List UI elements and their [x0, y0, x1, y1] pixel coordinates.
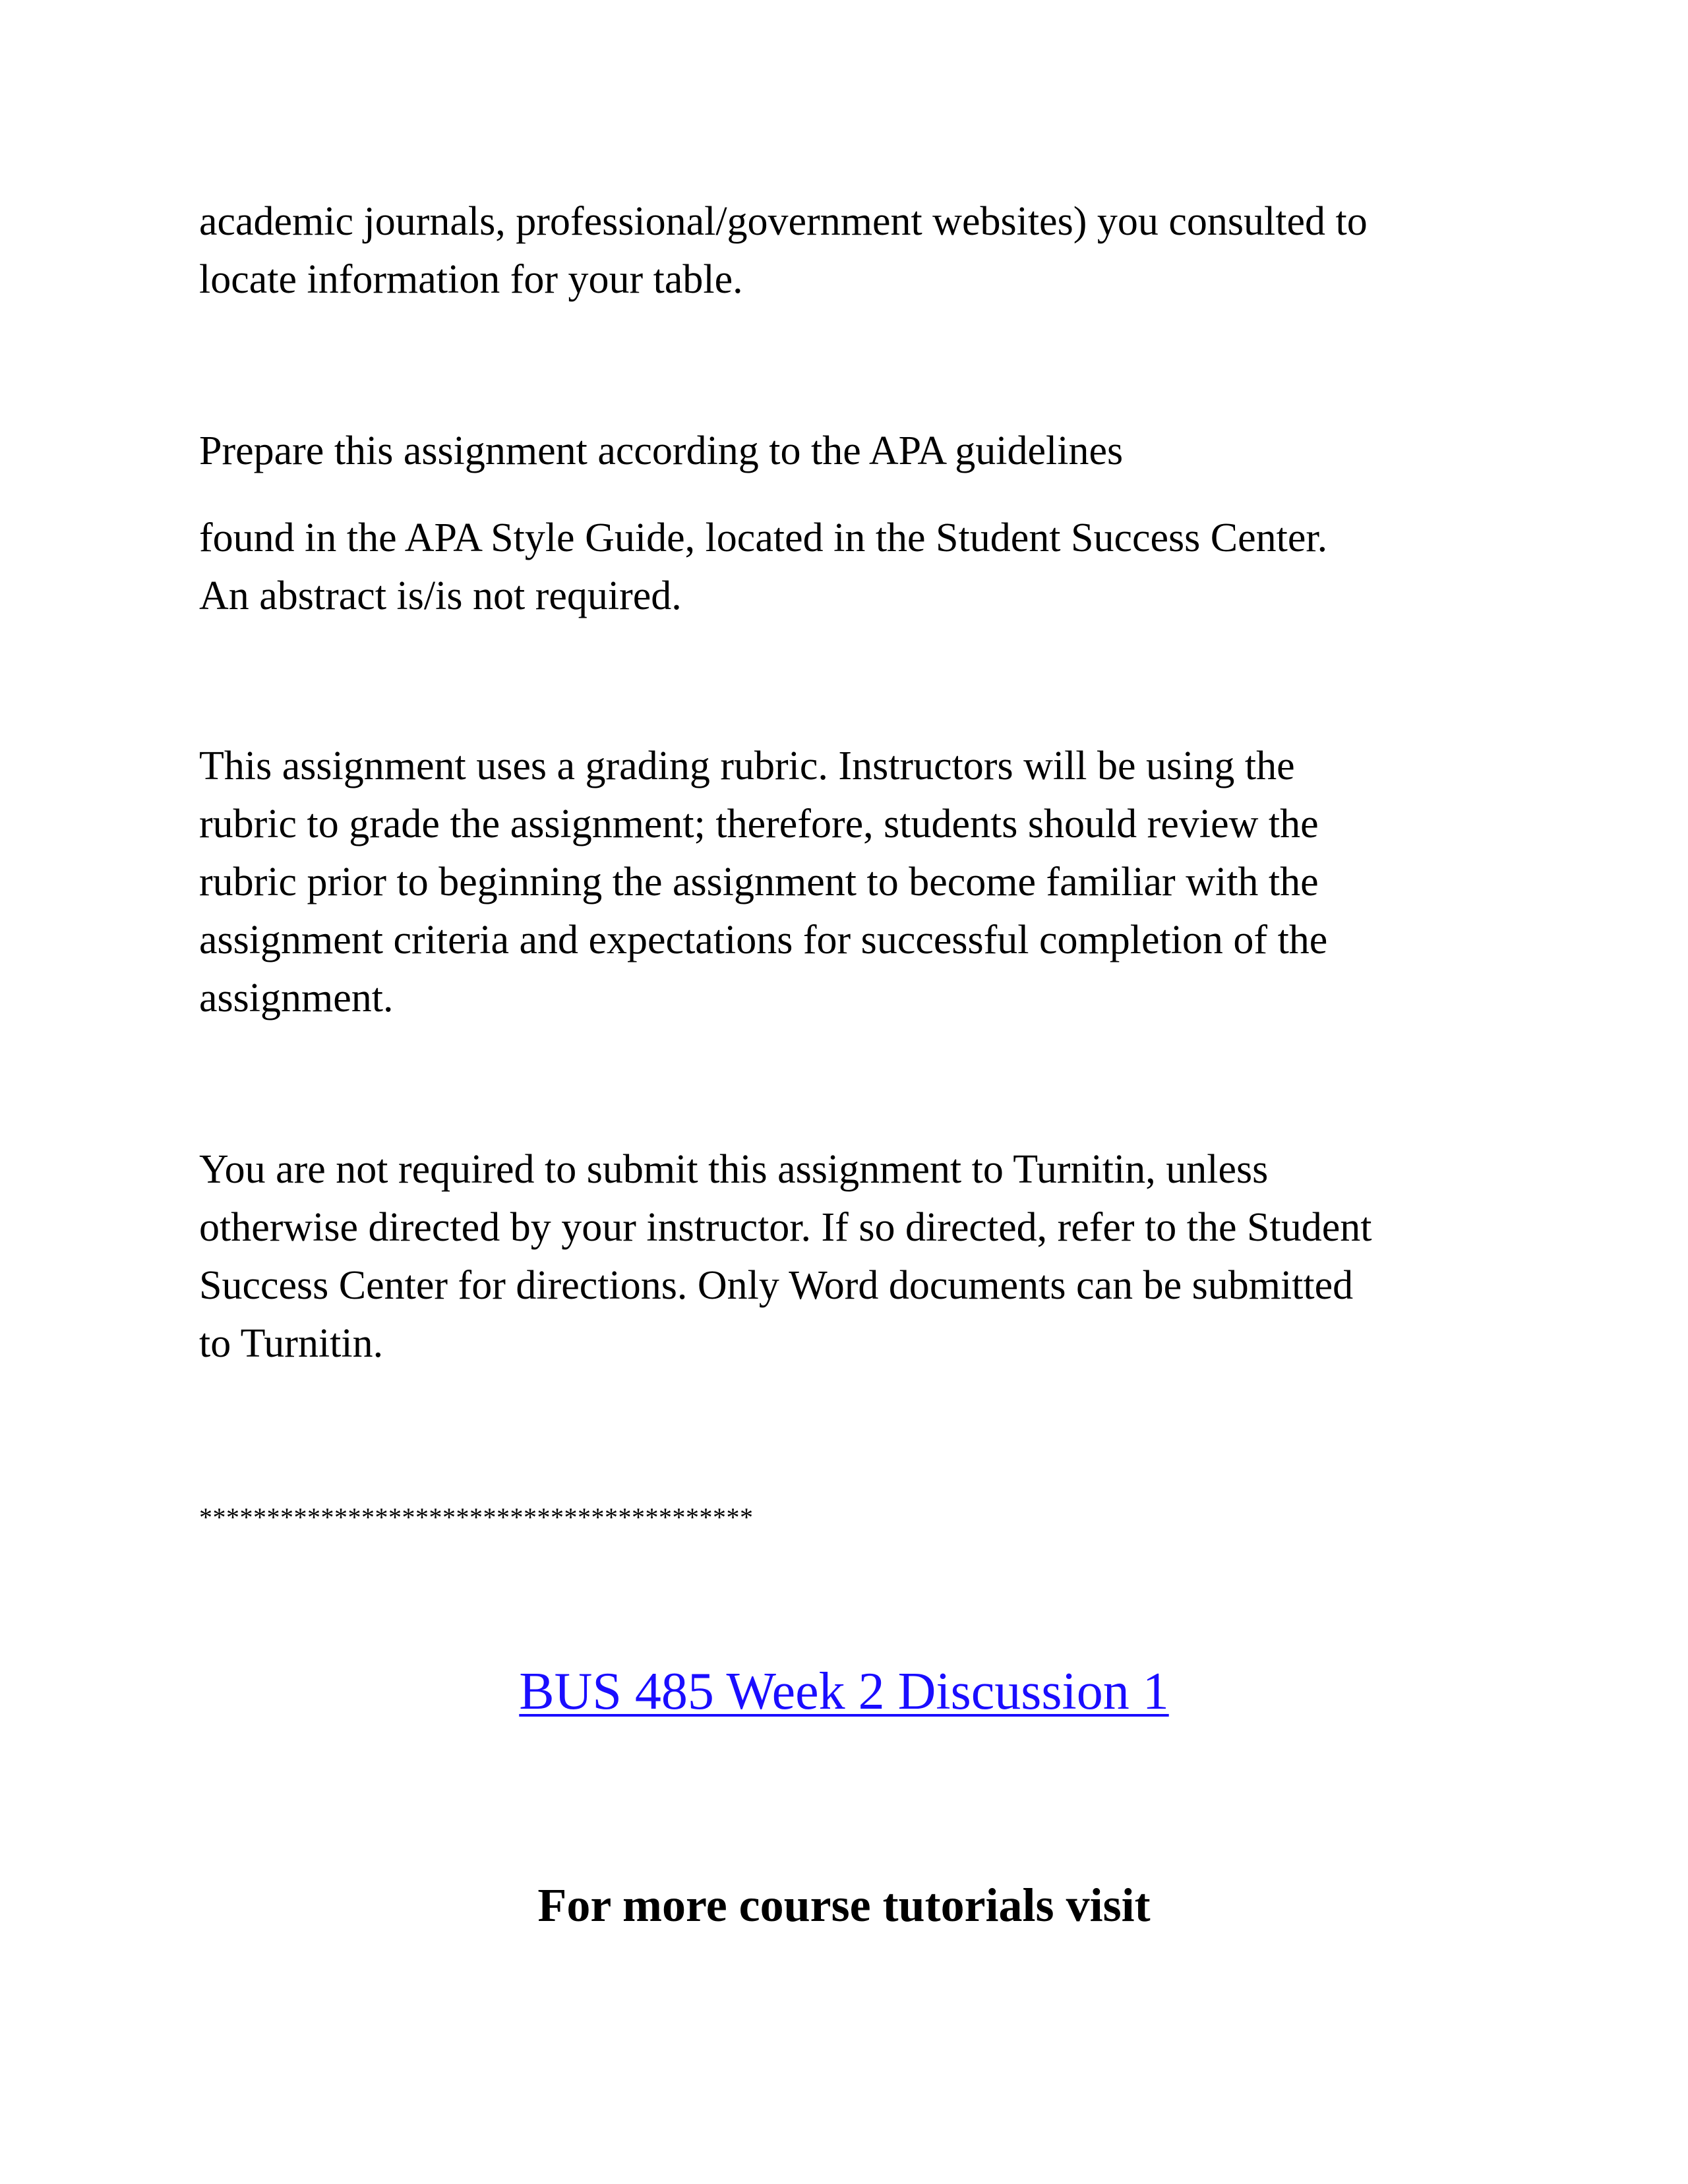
- discussion-link[interactable]: BUS 485 Week 2 Discussion 1: [519, 1663, 1169, 1721]
- paragraph-grading-rubric: [199, 737, 1518, 1027]
- discussion-heading: [0, 1659, 1688, 1725]
- tutorials-visit-heading: For more course tutorials visit: [537, 1879, 1151, 1932]
- asterisk-separator: *****************************************: [199, 1502, 754, 1532]
- paragraph-line: rubric to grade the assignment; therefore, students should review the: [199, 802, 1319, 846]
- paragraph-line: otherwise directed by your instructor. If so directed, refer to the Student: [199, 1205, 1372, 1250]
- paragraph-line: academic journals, professional/government websites) you consulted to: [199, 199, 1368, 244]
- paragraph-line: locate information for your table.: [199, 257, 743, 302]
- paragraph-line: An abstract is/is not required.: [199, 574, 682, 618]
- paragraph-line: Success Center for directions. Only Word documents can be submitted: [199, 1263, 1354, 1308]
- paragraph-line: This assignment uses a grading rubric. Instructors will be using the: [199, 744, 1295, 788]
- paragraph-apa-guidelines: [199, 422, 1518, 480]
- paragraph-line: to Turnitin.: [199, 1321, 384, 1366]
- paragraph-line: rubric prior to beginning the assignment to become familiar with the: [199, 860, 1319, 904]
- paragraph-line: found in the APA Style Guide, located in the Student Success Center.: [199, 516, 1328, 560]
- paragraph-apa-style-guide: [199, 509, 1518, 625]
- paragraph-line: You are not required to submit this assignment to Turnitin, unless: [199, 1147, 1269, 1192]
- paragraph-line: Prepare this assignment according to the APA guidelines: [199, 428, 1124, 473]
- paragraph-sources-continuation: [199, 192, 1518, 309]
- paragraph-line: assignment.: [199, 976, 394, 1020]
- paragraph-turnitin: [199, 1140, 1518, 1372]
- paragraph-line: assignment criteria and expectations for successful completion of the: [199, 918, 1328, 962]
